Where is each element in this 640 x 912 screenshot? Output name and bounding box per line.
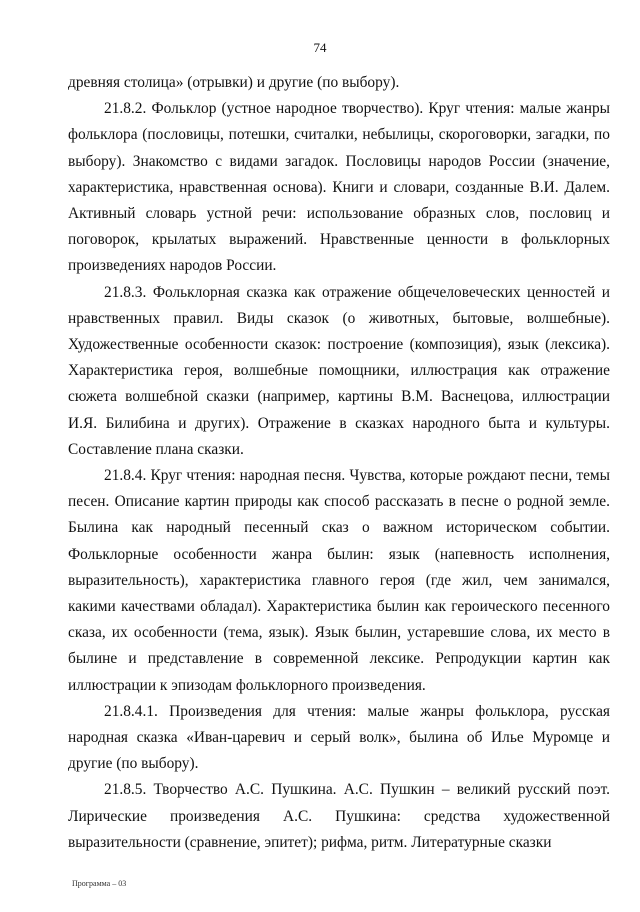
footer-label: Программа – 03	[72, 879, 127, 888]
paragraph-21-8-2: 21.8.2. Фольклор (устное народное творчество). Круг чтения: малые жанры фольклора (пословицы, потешки, считалки, небылицы, скороговорки, загадки, по выбору). Знакомство с видами загадок. Пословицы народов России (значение, характеристика, нравственная основа). Книги и словари, созданные В.И. Далем. Активный словарь устной речи: использование образных слов, пословиц и поговорок, крылатых выражений. Нравственные ценности в фольклорных произведениях народов России.	[68, 100, 610, 275]
paragraph-21-8-5: 21.8.5. Творчество А.С. Пушкина. А.С. Пушкин – великий русский поэт. Лирические произведения А.С. Пушкина: средства художественной выразительности (сравнение, эпитет); рифма, ритм. Литературные сказки	[68, 781, 610, 851]
paragraph-21-8-4-1: 21.8.4.1. Произведения для чтения: малые жанры фольклора, русская народная сказка «Иван-царевич и серый волк», былина об Илье Муромце и другие (по выбору).	[68, 702, 610, 773]
paragraph-21-8-3: 21.8.3. Фольклорная сказка как отражение общечеловеческих ценностей и нравственных правил. Виды сказок (о животных, бытовые, волшебные). Художественные особенности сказок: построение (композиция), язык (лексика). Характеристика героя, волшебные помощники, иллюстрация как отражение сюжета волшебной сказки (например, картины В.М. Васнецова, иллюстрации И.Я. Билибина и других). Отражение в сказках народного быта и культуры. Составление плана сказки.	[68, 283, 610, 458]
paragraph-21-8-4: 21.8.4. Круг чтения: народная песня. Чувства, которые рождают песни, темы песен. Описание картин природы как способ рассказать в песне о родной земле. Былина как народный песенный сказ о важном историческом событии. Фольклорные особенности жанра былин: язык (напевность исполнения, выразительность), характеристика главного героя (где жил, чем занимался, какими качествами обладал). Характеристика былин как героического песенного сказа, их особенности (тема, язык). Язык былин, устаревшие слова, их место в былине и представление в современной лексике. Репродукции картин как иллюстрации к эпизодам фольклорного произведения.	[68, 467, 610, 694]
body-text	[68, 70, 610, 856]
paragraph-continuation: древняя столица» (отрывки) и другие (по выбору).	[68, 74, 400, 91]
page-number: 74	[313, 40, 327, 55]
